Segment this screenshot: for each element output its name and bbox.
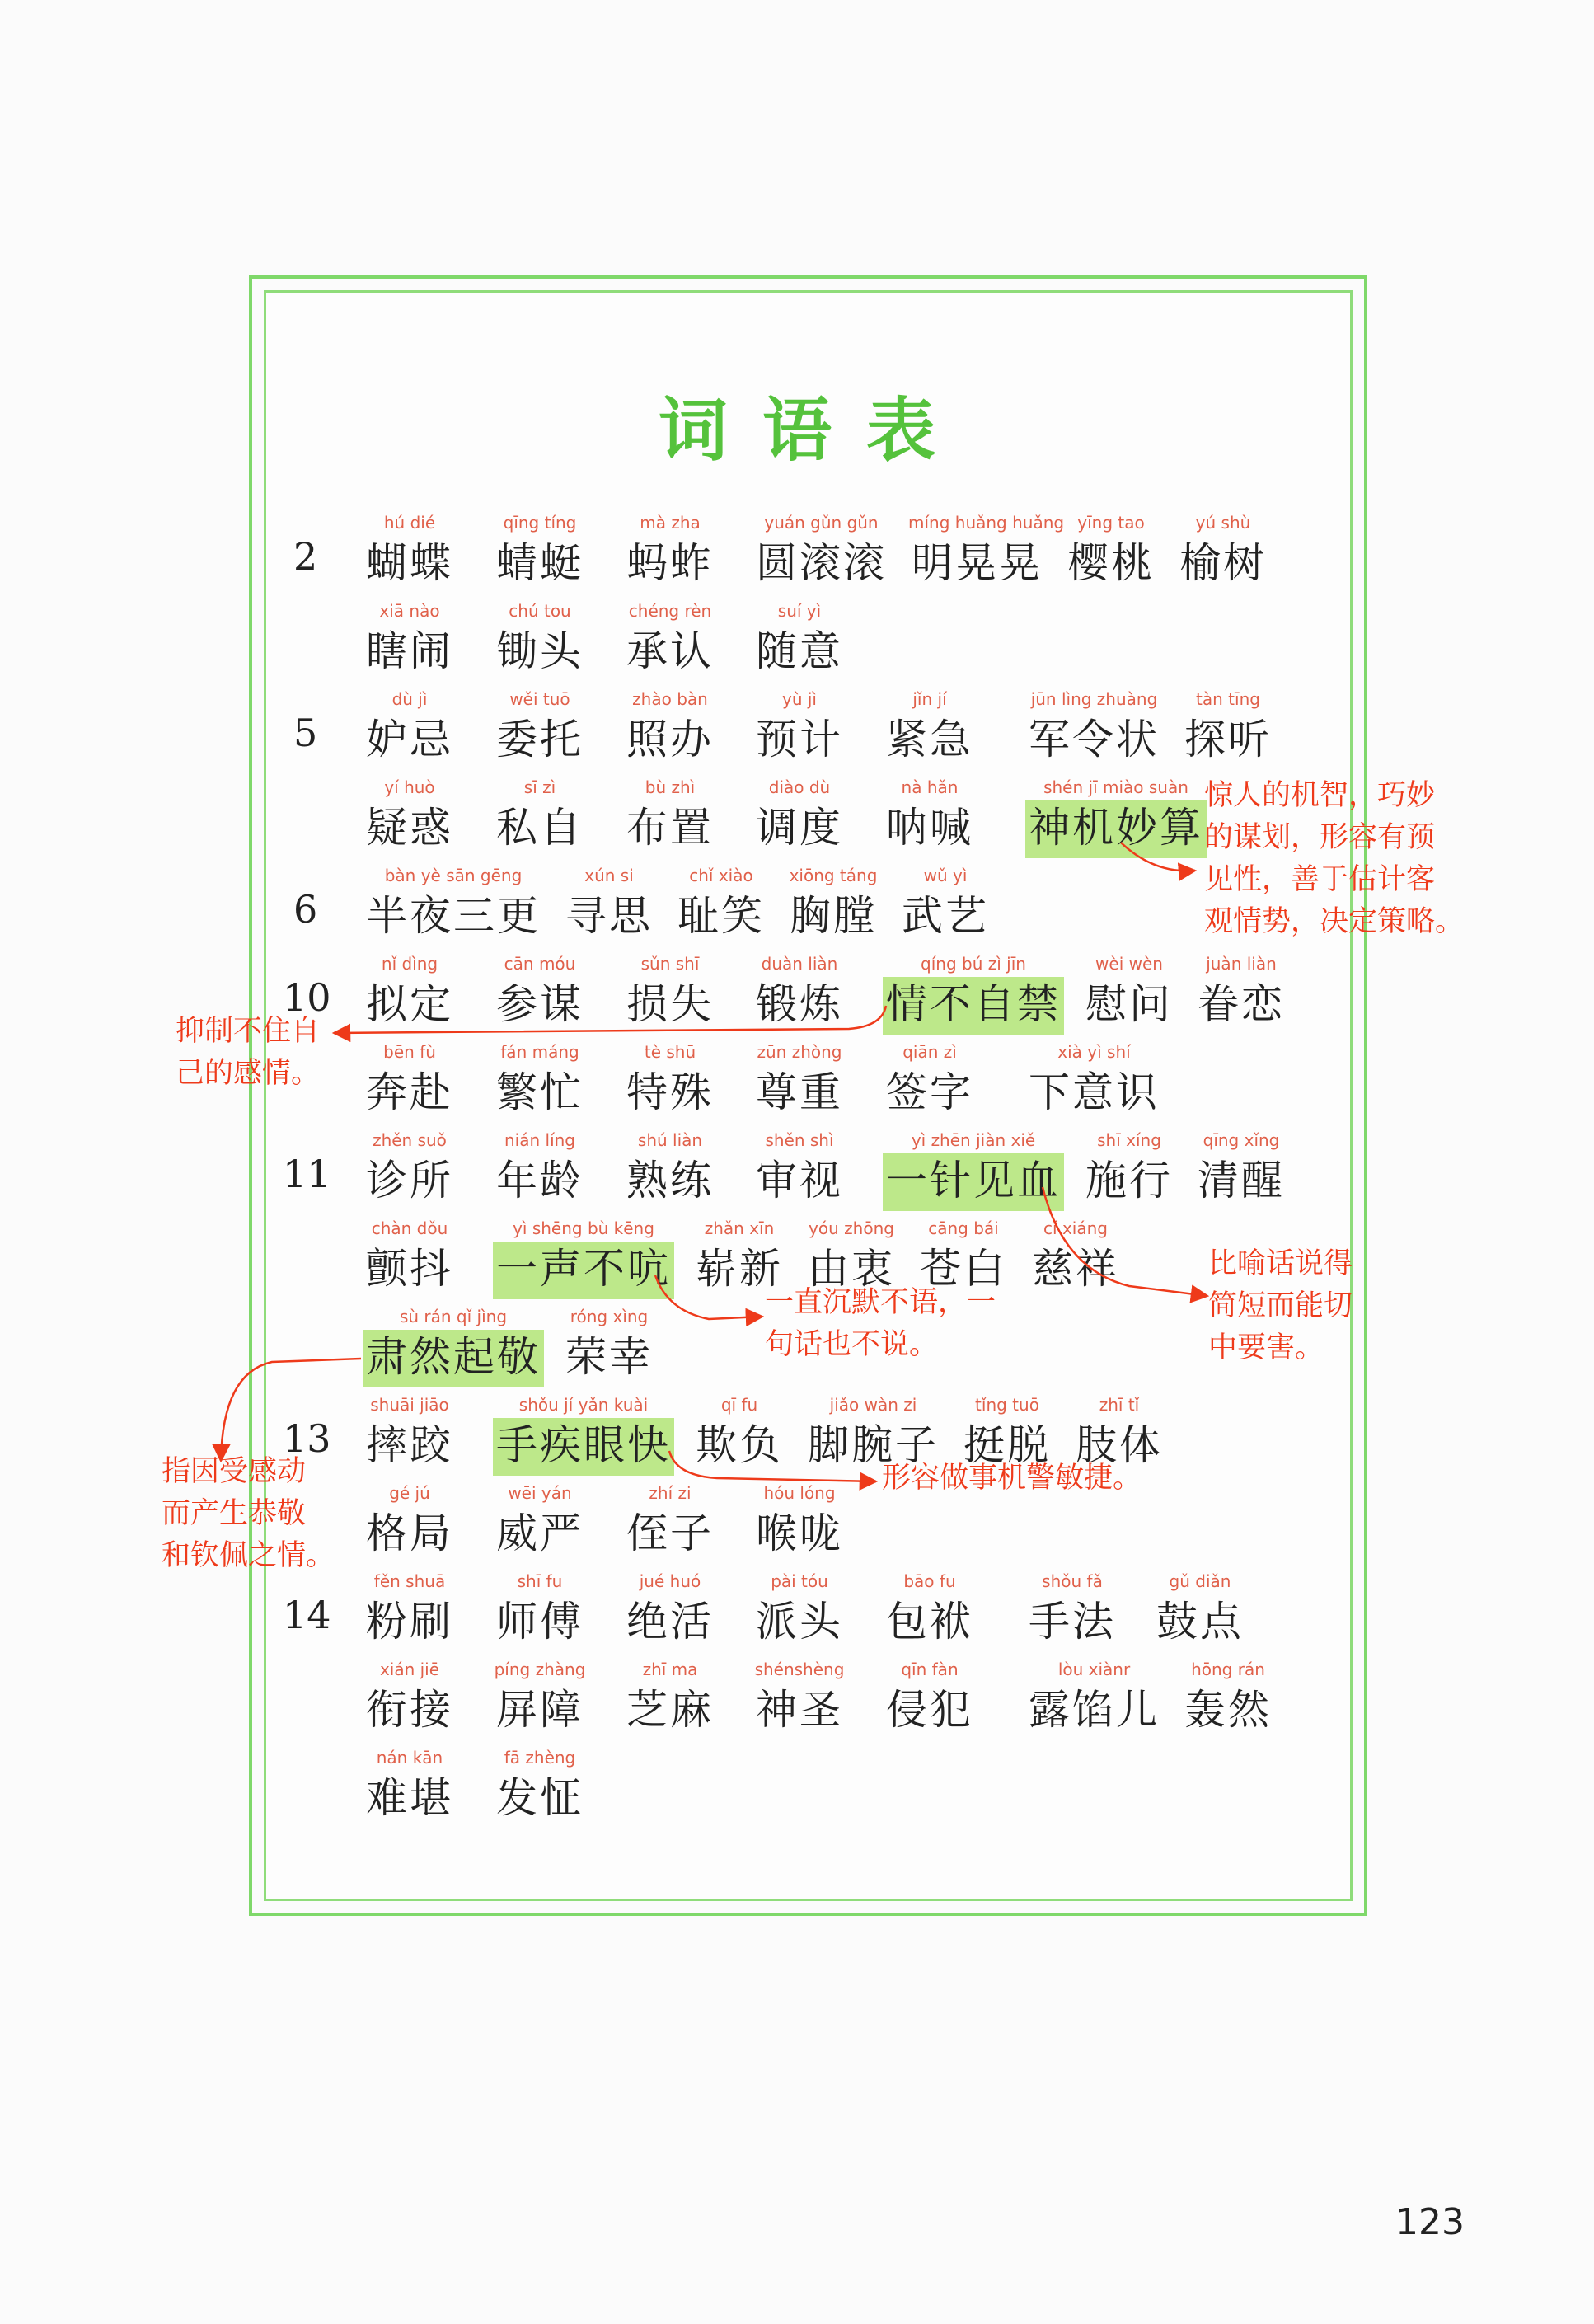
word-characters: 清醒 (1198, 1157, 1285, 1204)
lesson-number: 5 (293, 711, 318, 755)
word-characters: 委托 (496, 716, 584, 763)
word-pinyin: zhěn suǒ (373, 1130, 447, 1150)
arrow-shenjimiaosuan (1121, 843, 1195, 871)
page-number: 123 (1395, 2201, 1465, 2243)
word-characters: 由衷 (808, 1245, 895, 1293)
word-pinyin: suí yì (777, 601, 822, 621)
word-pinyin: tè shū (644, 1042, 696, 1062)
word-pinyin: yì shēng bù kēng (513, 1218, 654, 1238)
word-characters: 脚腕子 (808, 1421, 939, 1469)
word-characters: 寻思 (565, 892, 653, 940)
word-pinyin: fěn shuā (373, 1571, 446, 1591)
word-characters: 签字 (886, 1068, 973, 1116)
word-characters: 包袱 (886, 1598, 973, 1646)
annotation-line: 观情势，决定策略。 (1204, 905, 1465, 938)
annotation-line: 的谋划，形容有预 (1204, 821, 1436, 854)
annotation-line: 己的感情。 (176, 1057, 321, 1090)
word-characters: 师傅 (496, 1598, 584, 1646)
word-characters: 探听 (1184, 716, 1272, 763)
word-pinyin: chàn dǒu (371, 1218, 448, 1238)
word-pinyin: gé jú (389, 1483, 430, 1503)
word-characters: 荣幸 (565, 1333, 653, 1381)
word-characters: 蚂蚱 (626, 539, 714, 587)
word-characters: 年龄 (496, 1157, 584, 1204)
word-characters: 樱桃 (1067, 539, 1155, 587)
word-characters: 拟定 (366, 980, 453, 1028)
word-pinyin: nà hǎn (901, 777, 959, 797)
word-characters: 调度 (756, 804, 843, 852)
word-pinyin: shěn shì (765, 1130, 834, 1150)
word-characters: 随意 (756, 627, 843, 675)
word-characters: 武艺 (902, 892, 989, 940)
word-characters: 蝴蝶 (366, 539, 453, 587)
word-characters: 布置 (626, 804, 714, 852)
word-pinyin: qīng tíng (503, 513, 577, 533)
word-pinyin: bēn fù (383, 1042, 436, 1062)
annotation-line: 句话也不说。 (765, 1328, 939, 1361)
word-characters: 诊所 (366, 1157, 453, 1204)
word-characters: 侄子 (626, 1509, 714, 1557)
word-characters: 屏障 (496, 1686, 584, 1734)
word-pinyin: xián jiē (379, 1660, 440, 1679)
word-characters: 锻炼 (756, 980, 843, 1028)
word-characters: 锄头 (496, 627, 584, 675)
word-characters: 审视 (756, 1157, 843, 1204)
word-pinyin: míng huǎng huǎng (908, 513, 1065, 533)
word-pinyin: hōng rán (1191, 1660, 1265, 1679)
word-pinyin: nǐ dìng (381, 954, 438, 974)
word-pinyin: xiā nào (379, 601, 440, 621)
word-characters: 欺负 (696, 1421, 783, 1469)
annotation-line: 形容做事机警敏捷。 (882, 1462, 1142, 1495)
word-pinyin: bù zhì (645, 777, 696, 797)
annotation-line: 见性，善于估计客 (1204, 863, 1436, 896)
word-characters: 损失 (626, 980, 714, 1028)
word-pinyin: wǔ yì (923, 866, 968, 885)
word-characters: 呐喊 (886, 804, 973, 852)
word-pinyin: sù rán qǐ jìng (399, 1307, 508, 1326)
word-characters: 喉咙 (756, 1509, 843, 1557)
word-pinyin: yuán gǔn gǔn (764, 513, 879, 533)
word-characters: 衔接 (366, 1686, 453, 1734)
word-characters: 手法 (1029, 1598, 1116, 1646)
highlighted-word-characters: 一声不吭 (493, 1242, 674, 1299)
highlighted-word-characters: 神机妙算 (1025, 800, 1207, 858)
word-pinyin: cāng bái (928, 1218, 999, 1238)
word-pinyin: zhī ma (642, 1660, 698, 1679)
word-characters: 紧急 (886, 716, 973, 763)
word-pinyin: xún si (584, 866, 634, 885)
word-characters: 眷恋 (1198, 980, 1285, 1028)
word-pinyin: shǒu fǎ (1042, 1571, 1103, 1591)
highlighted-word-characters: 一针见血 (883, 1153, 1064, 1211)
word-characters: 尊重 (756, 1068, 843, 1116)
word-pinyin: píng zhàng (494, 1660, 586, 1679)
word-pinyin: zūn zhòng (757, 1042, 842, 1062)
word-pinyin: gǔ diǎn (1169, 1571, 1231, 1591)
arrow-yizhenjianxue (1043, 1187, 1207, 1296)
word-characters: 耻笑 (677, 892, 765, 940)
word-characters: 预计 (756, 716, 843, 763)
word-pinyin: wèi wèn (1095, 954, 1163, 974)
word-characters: 疑惑 (366, 804, 453, 852)
word-pinyin: shén jī miào suàn (1043, 777, 1188, 797)
word-characters: 露馅儿 (1029, 1686, 1160, 1734)
word-characters: 芝麻 (626, 1686, 714, 1734)
highlighted-word-characters: 手疾眼快 (493, 1418, 674, 1476)
word-characters: 绝活 (626, 1598, 714, 1646)
word-characters: 军令状 (1029, 716, 1160, 763)
word-pinyin: jiǎo wàn zi (829, 1395, 917, 1415)
word-characters: 榆树 (1179, 539, 1267, 587)
word-characters: 侵犯 (886, 1686, 973, 1734)
word-characters: 明晃晃 (912, 539, 1043, 587)
arrow-surangqijing (221, 1359, 361, 1461)
word-pinyin: tǐng tuō (975, 1395, 1039, 1415)
annotation-line: 惊人的机智，巧妙 (1204, 779, 1436, 812)
lesson-number: 2 (293, 534, 318, 579)
word-pinyin: jūn lìng zhuàng (1030, 689, 1158, 709)
arrow-shoujiyankuai (669, 1451, 876, 1481)
annotation-line: 而产生恭敬 (162, 1497, 307, 1530)
word-pinyin: yóu zhōng (809, 1218, 894, 1238)
highlighted-word-characters: 肃然起敬 (363, 1330, 544, 1387)
word-pinyin: zhào bàn (632, 689, 708, 709)
word-characters: 摔跤 (366, 1421, 453, 1469)
word-pinyin: shénshèng (754, 1660, 845, 1679)
annotation-line: 一直沉默不语，一 (765, 1286, 996, 1319)
annotation-line: 简短而能切 (1208, 1289, 1353, 1322)
word-pinyin: tàn tīng (1196, 689, 1260, 709)
word-pinyin: sǔn shī (640, 954, 700, 974)
word-pinyin: chú tou (509, 601, 571, 621)
lesson-number: 10 (283, 975, 331, 1020)
word-pinyin: róng xìng (570, 1307, 649, 1326)
word-pinyin: shī xíng (1097, 1130, 1161, 1150)
word-characters: 轰然 (1184, 1686, 1272, 1734)
word-pinyin: bāo fu (903, 1571, 956, 1591)
word-pinyin: hóu lóng (763, 1483, 836, 1503)
annotation-line: 和钦佩之情。 (162, 1539, 335, 1572)
word-pinyin: qī fu (720, 1395, 758, 1415)
word-pinyin: lòu xiànr (1057, 1660, 1131, 1679)
word-characters: 圆滚滚 (756, 539, 887, 587)
word-pinyin: qíng bú zì jīn (921, 954, 1026, 974)
word-pinyin: zhí zi (649, 1483, 692, 1503)
word-pinyin: juàn liàn (1206, 954, 1277, 974)
word-pinyin: mà zha (640, 513, 701, 533)
word-pinyin: cān móu (504, 954, 576, 974)
highlighted-word-characters: 情不自禁 (883, 977, 1064, 1035)
word-characters: 慈祥 (1032, 1245, 1119, 1293)
word-pinyin: hú dié (383, 513, 436, 533)
lesson-number: 11 (283, 1152, 331, 1196)
word-characters: 承认 (626, 627, 714, 675)
word-characters: 私自 (496, 804, 584, 852)
word-pinyin: qīng xǐng (1203, 1130, 1280, 1150)
annotation-line: 抑制不住自 (176, 1015, 321, 1048)
word-pinyin: duàn liàn (761, 954, 838, 974)
word-pinyin: jǐn jí (912, 689, 947, 709)
word-pinyin: yú shù (1195, 513, 1251, 533)
lesson-number: 14 (283, 1593, 331, 1637)
word-pinyin: chǐ xiào (689, 866, 753, 885)
word-characters: 肢体 (1076, 1421, 1163, 1469)
word-pinyin: fán máng (500, 1042, 579, 1062)
word-pinyin: qiān zì (902, 1042, 957, 1062)
word-characters: 熟练 (626, 1157, 714, 1204)
word-characters: 鼓点 (1156, 1598, 1244, 1646)
word-pinyin: zhǎn xīn (704, 1218, 775, 1238)
page-title: 词语表 (658, 389, 970, 471)
annotation-line: 指因受感动 (162, 1455, 307, 1488)
word-pinyin: fā zhèng (504, 1748, 576, 1768)
word-pinyin: cí xiáng (1043, 1218, 1108, 1238)
word-pinyin: shī fu (517, 1571, 563, 1591)
word-characters: 格局 (366, 1509, 453, 1557)
word-pinyin: pài tóu (771, 1571, 828, 1591)
word-characters: 派头 (756, 1598, 843, 1646)
word-pinyin: xiōng táng (789, 866, 878, 885)
word-pinyin: shuāi jiāo (370, 1395, 449, 1415)
word-characters: 神圣 (756, 1686, 843, 1734)
word-pinyin: shǒu jí yǎn kuài (518, 1395, 649, 1415)
word-characters: 胸膛 (790, 892, 877, 940)
word-characters: 发怔 (496, 1774, 584, 1822)
word-characters: 崭新 (696, 1245, 783, 1293)
word-characters: 参谋 (496, 980, 584, 1028)
lesson-number: 6 (293, 887, 318, 932)
word-pinyin: chéng rèn (628, 601, 712, 621)
word-pinyin: bàn yè sān gēng (384, 866, 523, 885)
word-characters: 难堪 (366, 1774, 453, 1822)
annotation-line: 中要害。 (1208, 1331, 1324, 1364)
word-characters: 粉刷 (366, 1598, 453, 1646)
arrow-qingbuzijin (334, 1006, 886, 1033)
word-characters: 下意识 (1029, 1068, 1160, 1116)
word-characters: 特殊 (626, 1068, 714, 1116)
word-characters: 瞎闹 (366, 627, 453, 675)
word-characters: 繁忙 (496, 1068, 584, 1116)
word-pinyin: yīng tao (1077, 513, 1145, 533)
word-pinyin: zhī tǐ (1099, 1395, 1140, 1415)
word-pinyin: nián líng (504, 1130, 575, 1150)
word-pinyin: sī zì (523, 777, 556, 797)
word-characters: 挺脱 (963, 1421, 1051, 1469)
word-characters: 苍白 (920, 1245, 1007, 1293)
annotation-line: 比喻话说得 (1208, 1247, 1353, 1280)
word-pinyin: xià yì shí (1057, 1042, 1131, 1062)
word-pinyin: yù jì (782, 689, 817, 709)
word-pinyin: diào dù (768, 777, 831, 797)
word-pinyin: qīn fàn (901, 1660, 959, 1679)
lesson-number: 13 (283, 1416, 331, 1461)
word-pinyin: dù jì (391, 689, 428, 709)
word-pinyin: jué huó (639, 1571, 701, 1591)
word-pinyin: yì zhēn jiàn xiě (911, 1130, 1036, 1150)
word-pinyin: nán kān (376, 1748, 443, 1768)
word-characters: 颤抖 (366, 1245, 453, 1293)
word-pinyin: wēi yán (508, 1483, 572, 1503)
word-characters: 蜻蜓 (496, 539, 584, 587)
word-characters: 威严 (496, 1509, 584, 1557)
word-pinyin: wěi tuō (509, 689, 570, 709)
word-pinyin: yí huò (384, 777, 435, 797)
word-characters: 慰问 (1085, 980, 1173, 1028)
arrow-yishengbukeng (655, 1275, 762, 1319)
word-characters: 半夜三更 (366, 892, 541, 940)
word-characters: 奔赴 (366, 1068, 453, 1116)
word-characters: 照办 (626, 716, 714, 763)
word-pinyin: shú liàn (637, 1130, 703, 1150)
word-characters: 施行 (1085, 1157, 1173, 1204)
word-characters: 妒忌 (366, 716, 453, 763)
